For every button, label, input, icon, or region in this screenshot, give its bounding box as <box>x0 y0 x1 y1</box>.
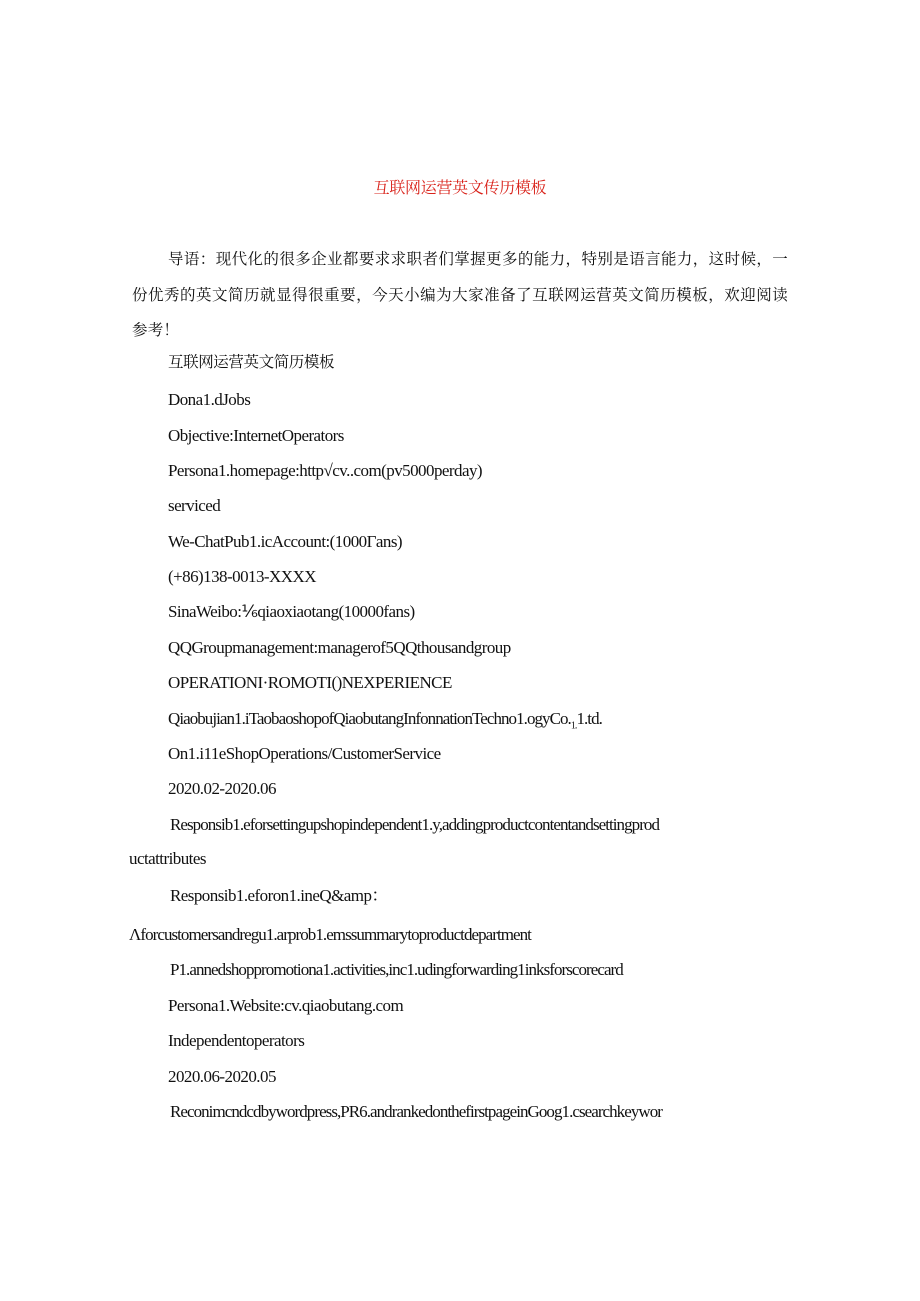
resume-company <box>168 707 602 738</box>
resume-name: Dona1.dJobs <box>168 390 251 409</box>
responsibility-2-line-1: Responsib1.eforon1.ineQ&amp： <box>170 886 388 905</box>
company-subscript: 1. <box>570 720 577 732</box>
resume-website: Persona1.Website:cv.qiaobutang.com <box>168 996 404 1015</box>
resume-qq-group: QQGroupmanagement:managerof5QQthousandgroup <box>168 638 511 657</box>
responsibility-3: P1.annedshoppromotiona1.activities,inc1.udingforwarding1inksforscorecard <box>170 960 623 979</box>
intro-paragraph: 导语：现代化的很多企业都要求求职者们掌握更多的能力，特别是语言能力，这时候，一份优秀的英文简历就显得很重要，今天小编为大家准备了互联网运营英文简历模板，欢迎阅读参考！ <box>132 250 788 339</box>
resume-homepage: Persona1.homepage:http√cv..com(pv5000perday) <box>168 461 483 480</box>
resume-phone: (+86)138-0013-XXXX <box>168 567 316 586</box>
resume-serviced: serviced <box>168 496 221 515</box>
resume-weibo: SinaWeibo:⅙qiaoxiaotang(10000fans) <box>168 602 415 621</box>
company-main: Qiaobujian1.iTaobaoshopofQiaobutangInfonnationTechno1.ogyCo. <box>168 709 571 728</box>
section-heading-experience: OPERATIONI·ROMOTI()NEXPERIENCE <box>168 673 452 692</box>
resume-objective: Objective:InternetOperators <box>168 426 344 445</box>
resume-position: On1.i11eShopOperations/CustomerService <box>168 744 441 763</box>
document-title: 互联网运营英文传历模板 <box>373 178 547 197</box>
responsibility-2-line-2: Λforcustomersandregu1.arprob1.emssummarytoproductdepartment <box>129 925 531 944</box>
resume-wechat: We-ChatPub1.icAccount:(1000Γans) <box>168 532 402 551</box>
company-end: 1.td. <box>576 709 602 728</box>
resume-subtitle: 互联网运营英文简历模板 <box>168 353 335 371</box>
resume-role: Independentoperators <box>168 1031 305 1050</box>
responsibility-1-line-1: Responsib1.eforsettingupshopindependent1.y,addingproductcontentandsettingprod <box>170 815 660 834</box>
responsibility-1-line-2: uctattributes <box>129 849 206 868</box>
resume-recommendation: Reconimcndcdbywordpress,PR6.andrankedonthefirstpageinGoog1.csearchkeywor <box>170 1102 662 1121</box>
resume-dates-1: 2020.02-2020.06 <box>168 779 276 798</box>
resume-dates-2: 2020.06-2020.05 <box>168 1067 276 1086</box>
